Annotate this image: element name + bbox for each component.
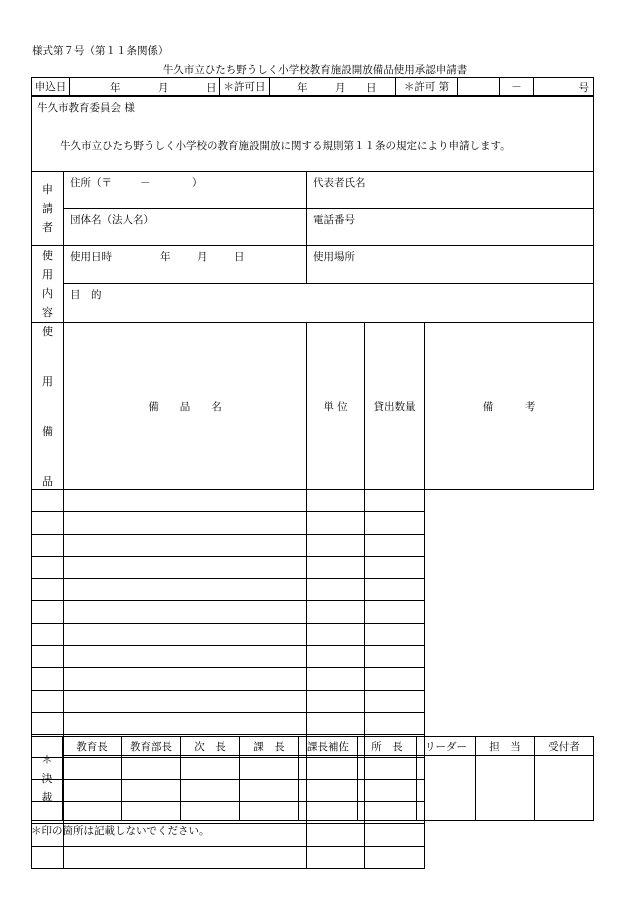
equipment-section-label: 使 用 備 品: [32, 323, 64, 490]
address-label: 住所（〒: [70, 177, 112, 189]
stamp-cell[interactable]: [476, 756, 535, 821]
quantity-cell[interactable]: [307, 846, 365, 868]
equipment-name-cell[interactable]: [32, 668, 64, 690]
equipment-name-cell[interactable]: [32, 512, 64, 534]
permit-date-label: ＊許可日: [220, 78, 270, 96]
permit-day: 日: [366, 82, 377, 94]
usage-datetime-field[interactable]: [64, 246, 307, 284]
unit-cell[interactable]: [64, 490, 307, 512]
usage-datetime-label: 使用日時: [70, 251, 112, 263]
approval-section-label: ＊ 決 裁: [32, 737, 63, 821]
purpose-label: 目 的: [70, 288, 102, 301]
remarks-cell[interactable]: [365, 623, 425, 645]
usage-day: 日: [234, 251, 245, 263]
approval-col-assistant-chief: 課長補佐: [299, 737, 358, 756]
equipment-name-cell[interactable]: [32, 646, 64, 668]
representative-field[interactable]: [307, 172, 594, 209]
equipment-name-cell[interactable]: [32, 490, 64, 512]
application-top-row: [31, 77, 594, 96]
equipment-row: [32, 601, 594, 623]
permit-year: 年: [297, 82, 308, 94]
remarks-cell[interactable]: [365, 824, 425, 846]
stamp-cell[interactable]: [63, 756, 122, 821]
equipment-name-cell[interactable]: [32, 534, 64, 556]
stamp-cell[interactable]: [240, 756, 299, 821]
approval-header-row: [32, 737, 594, 756]
application-year: 年: [110, 82, 121, 94]
equipment-name-cell[interactable]: [32, 712, 64, 734]
quantity-cell[interactable]: [307, 579, 365, 601]
quantity-cell[interactable]: [307, 534, 365, 556]
equipment-row: [32, 668, 594, 690]
equipment-row: [32, 623, 594, 645]
equipment-row: [32, 646, 594, 668]
remarks-cell[interactable]: [365, 668, 425, 690]
address-dash: －: [140, 177, 151, 189]
address-close: ）: [192, 177, 203, 189]
address-field[interactable]: [64, 172, 307, 209]
col-equipment-name: 備 品 名: [64, 323, 307, 490]
stamp-cell[interactable]: [535, 756, 594, 821]
quantity-cell[interactable]: [307, 512, 365, 534]
quantity-cell[interactable]: [307, 668, 365, 690]
quantity-cell[interactable]: [307, 690, 365, 712]
equipment-name-cell[interactable]: [32, 690, 64, 712]
equipment-row: [32, 579, 594, 601]
approval-col-staff: 担 当: [476, 737, 535, 756]
unit-cell[interactable]: [64, 556, 307, 578]
col-unit: 単 位: [307, 323, 365, 490]
remarks-cell[interactable]: [365, 846, 425, 868]
equipment-row: [32, 690, 594, 712]
usage-section-label: 使 用 内 容: [32, 246, 64, 323]
application-date-field[interactable]: [70, 78, 220, 96]
stamp-cell[interactable]: [181, 756, 240, 821]
form-title: 牛久市立ひたち野うしく小学校教育施設開放備品使用承認申請書: [162, 64, 468, 76]
unit-cell[interactable]: [64, 623, 307, 645]
permit-number-label: ＊許可 第: [396, 78, 458, 96]
equipment-name-cell[interactable]: [32, 846, 64, 868]
permit-number-dash: －: [500, 78, 534, 96]
usage-place-label: 使用場所: [313, 251, 355, 263]
permit-number-part2[interactable]: [534, 78, 594, 96]
remarks-cell[interactable]: [365, 646, 425, 668]
approval-stamp-row: [32, 756, 594, 821]
permit-date-field[interactable]: [270, 78, 396, 96]
usage-place-field[interactable]: [307, 246, 594, 284]
quantity-cell[interactable]: [307, 824, 365, 846]
approval-col-section-chief: 課 長: [240, 737, 299, 756]
stamp-cell[interactable]: [122, 756, 181, 821]
remarks-cell[interactable]: [365, 512, 425, 534]
permit-month: 月: [335, 82, 346, 94]
application-statement: 牛久市立ひたち野うしく小学校の教育施設開放に関する規則第１１条の規定により申請します。: [60, 140, 511, 152]
representative-label: 代表者氏名: [313, 177, 366, 189]
approval-col-director: 教育部長: [122, 737, 181, 756]
recipient: 牛久市教育委員会 様: [37, 102, 135, 114]
unit-cell[interactable]: [64, 579, 307, 601]
unit-cell[interactable]: [64, 690, 307, 712]
approval-col-deputy: 次 長: [181, 737, 240, 756]
remarks-cell[interactable]: [365, 712, 425, 734]
quantity-cell[interactable]: [307, 623, 365, 645]
equipment-row: [32, 490, 594, 512]
equipment-name-cell[interactable]: [32, 556, 64, 578]
footer-note: ＊印の箇所は記載しないでください。: [31, 825, 210, 837]
stamp-cell[interactable]: [358, 756, 417, 821]
quantity-cell[interactable]: [307, 490, 365, 512]
equipment-row: [32, 712, 594, 734]
applicant-section-label: 申 請 者: [32, 172, 64, 246]
unit-cell[interactable]: [64, 512, 307, 534]
stamp-cell[interactable]: [417, 756, 476, 821]
application-date-label: 申込日: [32, 78, 70, 96]
remarks-cell[interactable]: [365, 690, 425, 712]
usage-year: 年: [160, 251, 171, 263]
remarks-cell[interactable]: [365, 579, 425, 601]
quantity-cell[interactable]: [307, 556, 365, 578]
unit-cell[interactable]: [64, 646, 307, 668]
approval-col-receptionist: 受付者: [535, 737, 594, 756]
usage-month: 月: [197, 251, 208, 263]
approval-table: [31, 736, 594, 821]
form-number: 様式第７号（第１１条関係）: [32, 45, 169, 57]
equipment-row: [32, 846, 594, 868]
number-suffix: 号: [578, 82, 589, 94]
unit-cell[interactable]: [64, 668, 307, 690]
group-name-field[interactable]: [64, 209, 307, 246]
equipment-row: [32, 534, 594, 556]
phone-field[interactable]: [307, 209, 594, 246]
unit-cell[interactable]: [64, 534, 307, 556]
equipment-name-cell[interactable]: [32, 579, 64, 601]
remarks-cell[interactable]: [365, 490, 425, 512]
approval-col-leader: リーダー: [417, 737, 476, 756]
approval-col-superintendent: 教育長: [63, 737, 122, 756]
equipment-row: [32, 556, 594, 578]
col-remarks: 備 考: [425, 323, 594, 490]
quantity-cell[interactable]: [307, 601, 365, 623]
col-quantity: 貸出数量: [365, 323, 425, 490]
stamp-cell[interactable]: [299, 756, 358, 821]
purpose-field[interactable]: [64, 283, 594, 322]
application-month: 月: [158, 82, 169, 94]
permit-number-part1[interactable]: [458, 78, 500, 96]
group-name-label: 団体名（法人名）: [70, 214, 154, 226]
application-day: 日: [206, 82, 217, 94]
equipment-name-cell[interactable]: [32, 601, 64, 623]
remarks-cell[interactable]: [365, 556, 425, 578]
quantity-cell[interactable]: [307, 646, 365, 668]
remarks-cell[interactable]: [365, 534, 425, 556]
phone-label: 電話番号: [313, 214, 355, 226]
unit-cell[interactable]: [64, 846, 307, 868]
equipment-header-row: [32, 323, 594, 490]
unit-cell[interactable]: [64, 601, 307, 623]
remarks-cell[interactable]: [365, 601, 425, 623]
equipment-name-cell[interactable]: [32, 623, 64, 645]
approval-col-office-head: 所 長: [358, 737, 417, 756]
equipment-row: [32, 512, 594, 534]
unit-cell[interactable]: [64, 712, 307, 734]
quantity-cell[interactable]: [307, 712, 365, 734]
address-block: [32, 97, 594, 172]
